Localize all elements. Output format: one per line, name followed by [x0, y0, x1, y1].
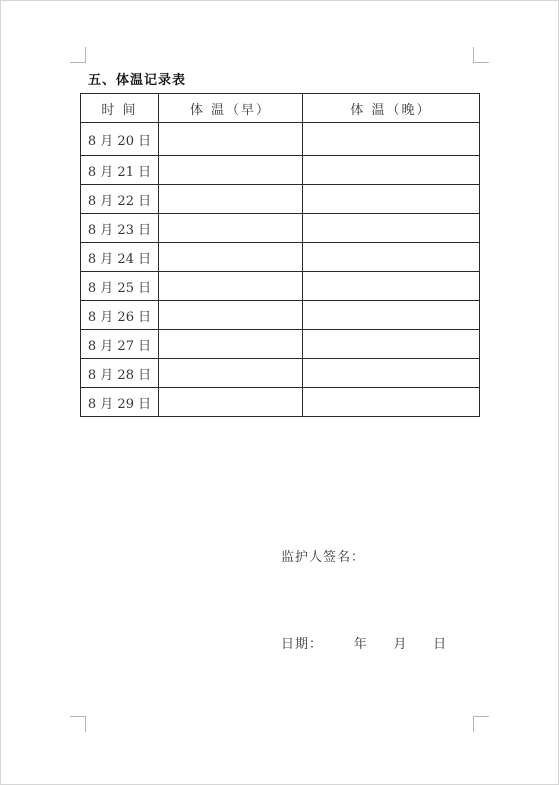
section-title: 五、体温记录表: [88, 73, 187, 88]
table-row: [81, 359, 480, 388]
table-row: [81, 214, 480, 243]
crop-mark-top-right: [473, 47, 489, 63]
date-cell: 8 月 22 日: [81, 185, 159, 214]
evening-temp-cell[interactable]: [303, 214, 480, 243]
signature-date-label: 日期： 年 月 日: [281, 637, 448, 652]
date-cell: 8 月 25 日: [81, 272, 159, 301]
temperature-record-table: [80, 93, 480, 417]
crop-mark-bottom-right: [473, 716, 489, 732]
table-row: [81, 243, 480, 272]
evening-temp-cell[interactable]: [303, 185, 480, 214]
date-cell: 8 月 26 日: [81, 301, 159, 330]
morning-temp-cell[interactable]: [159, 214, 303, 243]
date-cell: 8 月 23 日: [81, 214, 159, 243]
morning-temp-cell[interactable]: [159, 185, 303, 214]
evening-temp-cell[interactable]: [303, 359, 480, 388]
evening-temp-cell[interactable]: [303, 388, 480, 417]
guardian-signature-label: 监护人签名：: [281, 550, 366, 565]
table-row: [81, 388, 480, 417]
date-cell: 8 月 28 日: [81, 359, 159, 388]
crop-mark-top-left: [70, 47, 86, 63]
header-temp-morning: 体 温（早）: [159, 94, 303, 123]
morning-temp-cell[interactable]: [159, 388, 303, 417]
crop-mark-bottom-left: [70, 716, 86, 732]
morning-temp-cell[interactable]: [159, 123, 303, 156]
date-cell: 8 月 21 日: [81, 156, 159, 185]
evening-temp-cell[interactable]: [303, 123, 480, 156]
evening-temp-cell[interactable]: [303, 156, 480, 185]
morning-temp-cell[interactable]: [159, 301, 303, 330]
morning-temp-cell[interactable]: [159, 359, 303, 388]
date-cell: 8 月 20 日: [81, 123, 159, 156]
table-row: [81, 123, 480, 156]
evening-temp-cell[interactable]: [303, 272, 480, 301]
table-row: [81, 185, 480, 214]
header-time: 时 间: [81, 94, 159, 123]
table-row: [81, 156, 480, 185]
date-cell: 8 月 29 日: [81, 388, 159, 417]
table-row: [81, 330, 480, 359]
table-row: [81, 301, 480, 330]
table-row: [81, 272, 480, 301]
date-cell: 8 月 24 日: [81, 243, 159, 272]
morning-temp-cell[interactable]: [159, 156, 303, 185]
evening-temp-cell[interactable]: [303, 330, 480, 359]
header-temp-evening: 体 温（晚）: [303, 94, 480, 123]
evening-temp-cell[interactable]: [303, 243, 480, 272]
morning-temp-cell[interactable]: [159, 272, 303, 301]
morning-temp-cell[interactable]: [159, 330, 303, 359]
evening-temp-cell[interactable]: [303, 301, 480, 330]
date-cell: 8 月 27 日: [81, 330, 159, 359]
table-header-row: [81, 94, 480, 123]
morning-temp-cell[interactable]: [159, 243, 303, 272]
